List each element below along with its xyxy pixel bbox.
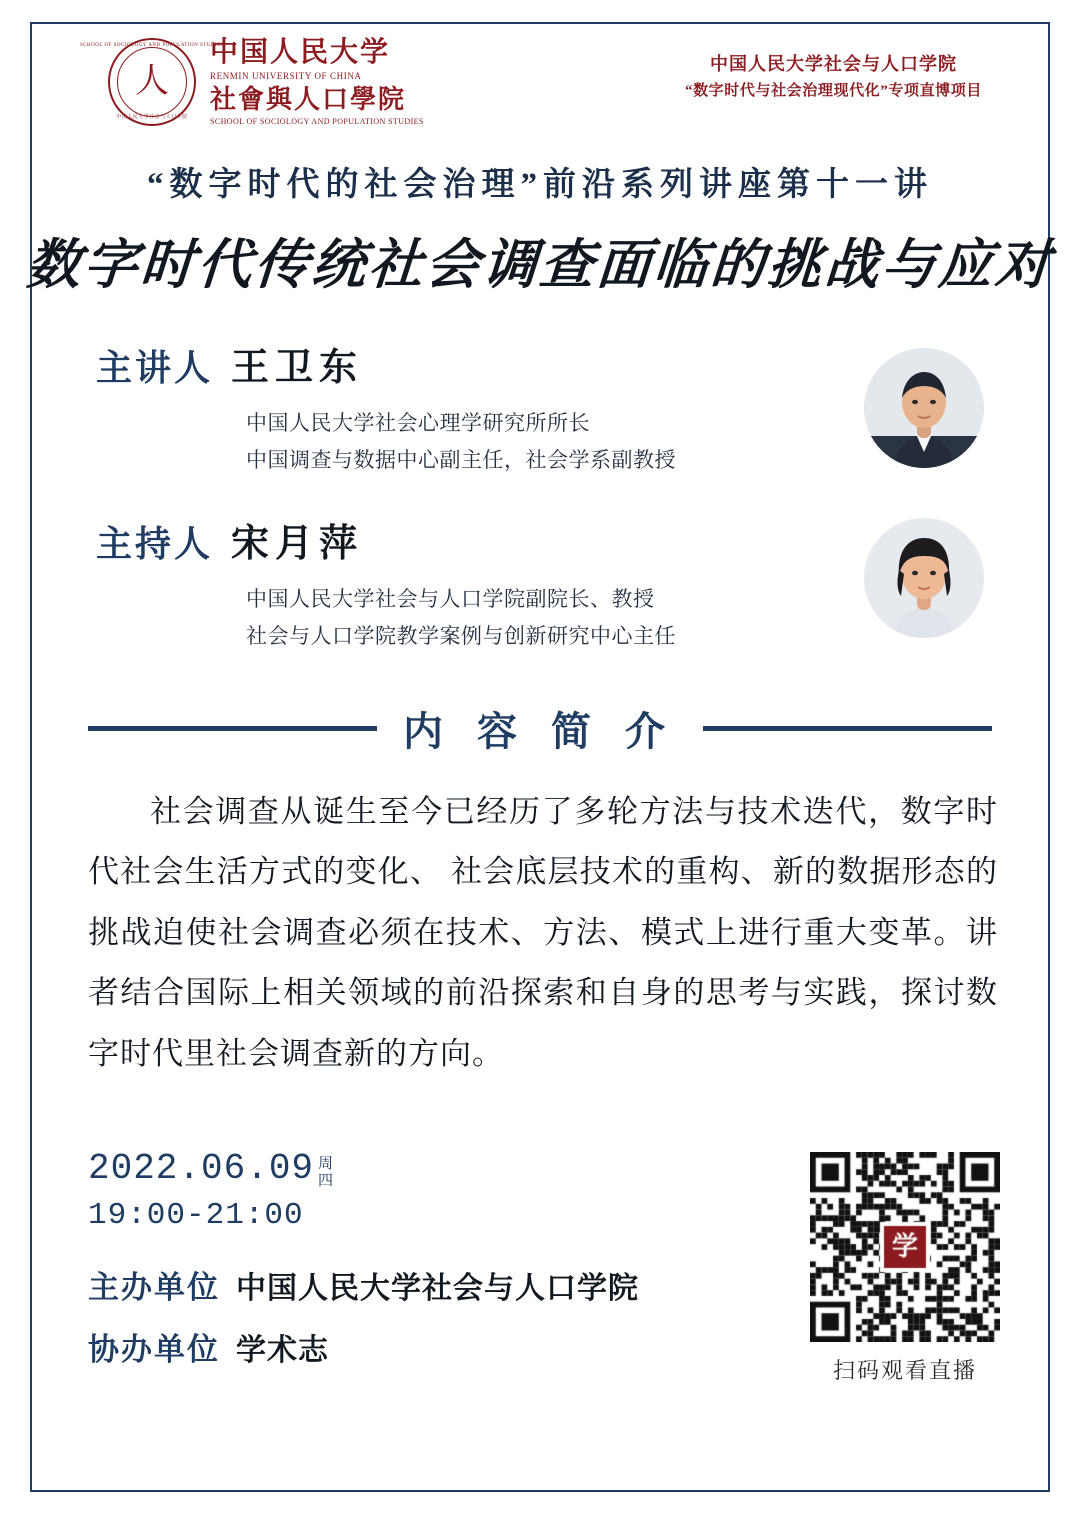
- seal-glyph: 人: [135, 63, 169, 100]
- section-title: 内 容 简 介: [403, 708, 677, 754]
- host-organizer-row: [88, 1262, 639, 1307]
- program-school-line: 中国人民大学社会与人口学院: [709, 54, 957, 74]
- program-project-line: “数字时代与社会治理现代化”专项直博项目: [684, 82, 982, 99]
- page-title: 数字时代传统社会调查面临的挑战与应对: [24, 235, 1055, 295]
- program-label: [685, 50, 982, 104]
- speaker-affiliation-line: 中国人民大学社会心理学研究所所长: [246, 411, 590, 435]
- speaker-name: 王卫东: [231, 347, 364, 389]
- event-time: 19:00-21:00: [88, 1198, 304, 1233]
- host-role-label: 主持人: [96, 524, 214, 564]
- host-organizer-value: 中国人民大学社会与人口学院: [236, 1272, 639, 1305]
- host-name: 宋月萍: [231, 523, 364, 565]
- school-name-cn: 社會與人口學院: [210, 84, 407, 114]
- co-organizer-row: [88, 1324, 329, 1369]
- host-affiliations: [246, 581, 826, 655]
- host-affiliation-line: 社会与人口学院教学案例与创新研究中心主任: [246, 623, 676, 648]
- speaker-affiliation-line: 中国调查与数据中心副主任，社会学系副教授: [246, 447, 676, 472]
- co-organizer-label: 协办单位: [88, 1332, 220, 1367]
- university-seal-icon: [79, 38, 225, 126]
- host-avatar: [864, 518, 984, 638]
- speaker-affiliations: [246, 405, 826, 479]
- university-name-cn: 中国人民大学: [210, 37, 391, 69]
- event-date-row: [88, 1148, 336, 1189]
- school-name-en: SCHOOL OF SOCIOLOGY AND POPULATION STUDIES: [210, 116, 424, 126]
- qr-code-image[interactable]: [810, 1152, 1000, 1342]
- event-weekday: 周四: [318, 1156, 334, 1189]
- speaker-role-label: 主讲人: [96, 348, 214, 388]
- university-logo: [79, 37, 424, 126]
- co-organizer-value: 学术志: [236, 1334, 329, 1367]
- host-affiliation-line: 中国人民大学社会与人口学院副院长、教授: [246, 587, 655, 611]
- host-heading: [96, 512, 826, 567]
- content-body: 社会调查从诞生至今已经历了多轮方法与技术迭代，数字时代社会生活方式的变化、 社会底层技术的重构、新的数据形态的挑战迫使社会调查必须在技术、方法、模式上进行重大变革。讲者结合国际上相关领域的前沿探索和自身的思考与实践，探讨数字时代里社会调查新的方向。: [88, 794, 998, 1071]
- host-organizer-label: 主办单位: [88, 1270, 220, 1305]
- qr-block: [810, 1152, 1000, 1385]
- poster-header: [60, 38, 1020, 142]
- seal-top-text: SCHOOL OF SOCIOLOGY AND POPULATION STUDIES: [79, 43, 225, 48]
- seal-bottom-text: 中国人民大学社会与人口学院: [116, 115, 188, 120]
- logo-text-block: [210, 38, 424, 126]
- rule-right: [703, 726, 992, 731]
- content-section-heading: [88, 700, 992, 756]
- host-block: [96, 512, 826, 655]
- speaker-block: [96, 336, 826, 479]
- rule-left: [88, 726, 377, 731]
- event-date: 2022.06.09: [88, 1148, 315, 1189]
- series-title: “数字时代的社会治理”前沿系列讲座第十一讲: [147, 167, 933, 203]
- university-name-en: RENMIN UNIVERSITY OF CHINA: [210, 70, 362, 81]
- speaker-heading: [96, 336, 826, 391]
- qr-caption: 扫码观看直播: [832, 1358, 977, 1383]
- speaker-avatar: [864, 348, 984, 468]
